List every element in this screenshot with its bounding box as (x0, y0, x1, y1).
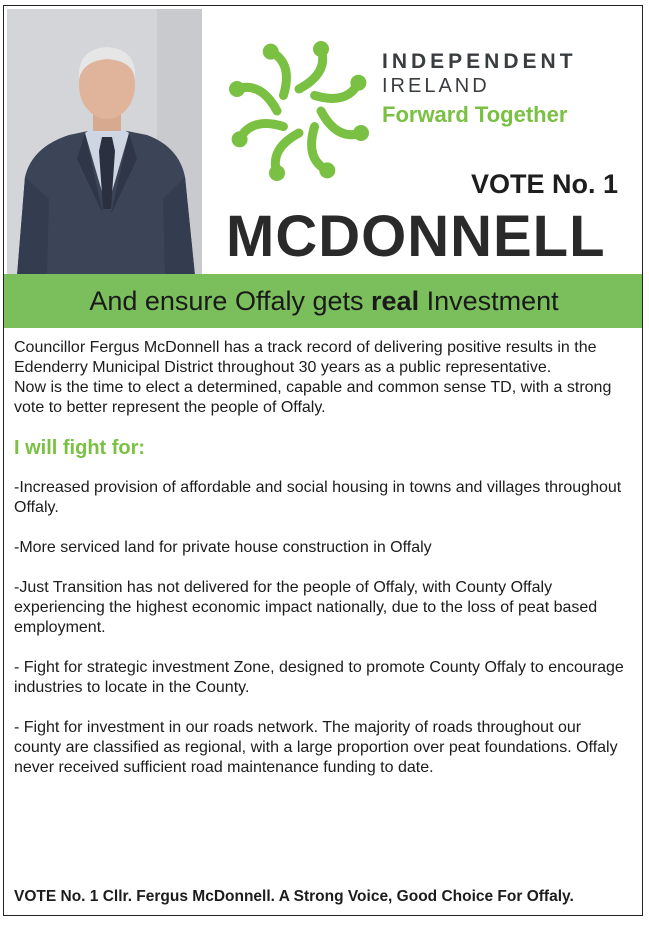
party-name: INDEPENDENT (382, 50, 577, 73)
party-wordmark (382, 50, 577, 130)
party-slogan: Forward Together (382, 102, 568, 127)
election-leaflet (3, 5, 643, 916)
banner-text-after: Investment (426, 285, 559, 316)
closing-statement: VOTE No. 1 Cllr. Fergus McDonnell. A Strong Voice, Good Choice For Offaly. (14, 888, 574, 905)
candidate-surname: MCDONNELL (226, 204, 606, 269)
policy-point: - Fight for strategic investment Zone, designed to promote County Offaly to encourage industries to locate in the County. (14, 659, 624, 696)
candidate-photo (7, 9, 202, 276)
policy-point: - Fight for investment in our roads network. The majority of roads throughout our county are classified as regional, with a large proportion over peat foundations. Offaly never received sufficient road maintenance funding to date. (14, 719, 618, 776)
candidate-portrait-image (7, 9, 202, 276)
banner-text-before: And ensure Offaly gets (89, 285, 364, 316)
intro-paragraph: Now is the time to elect a determined, capable and common sense TD, with a strong vote to better represent the people of Offaly. (14, 379, 612, 416)
swirl-logo-icon (224, 36, 374, 186)
banner-text-emphasis: real (371, 285, 420, 316)
vote-number: VOTE No. 1 (470, 169, 618, 199)
investment-banner (4, 274, 643, 328)
policy-point: -Just Transition has not delivered for the people of Offaly, with County Offaly experiencing the highest economic impact nationally, due to the loss of peat based employment. (14, 579, 598, 636)
policy-point: -Increased provision of affordable and social housing in towns and villages throughout Offaly. (14, 479, 622, 516)
party-country: IRELAND (382, 75, 490, 97)
intro-paragraph: Councillor Fergus McDonnell has a track record of delivering positive results in the Edenderry Municipal District throughout 30 years as a public representative. (14, 339, 597, 376)
fight-heading: I will fight for: (14, 437, 146, 459)
leaflet-body (14, 338, 630, 798)
policy-point: -More serviced land for private house construction in Offaly (14, 539, 432, 556)
party-logo (224, 36, 374, 186)
